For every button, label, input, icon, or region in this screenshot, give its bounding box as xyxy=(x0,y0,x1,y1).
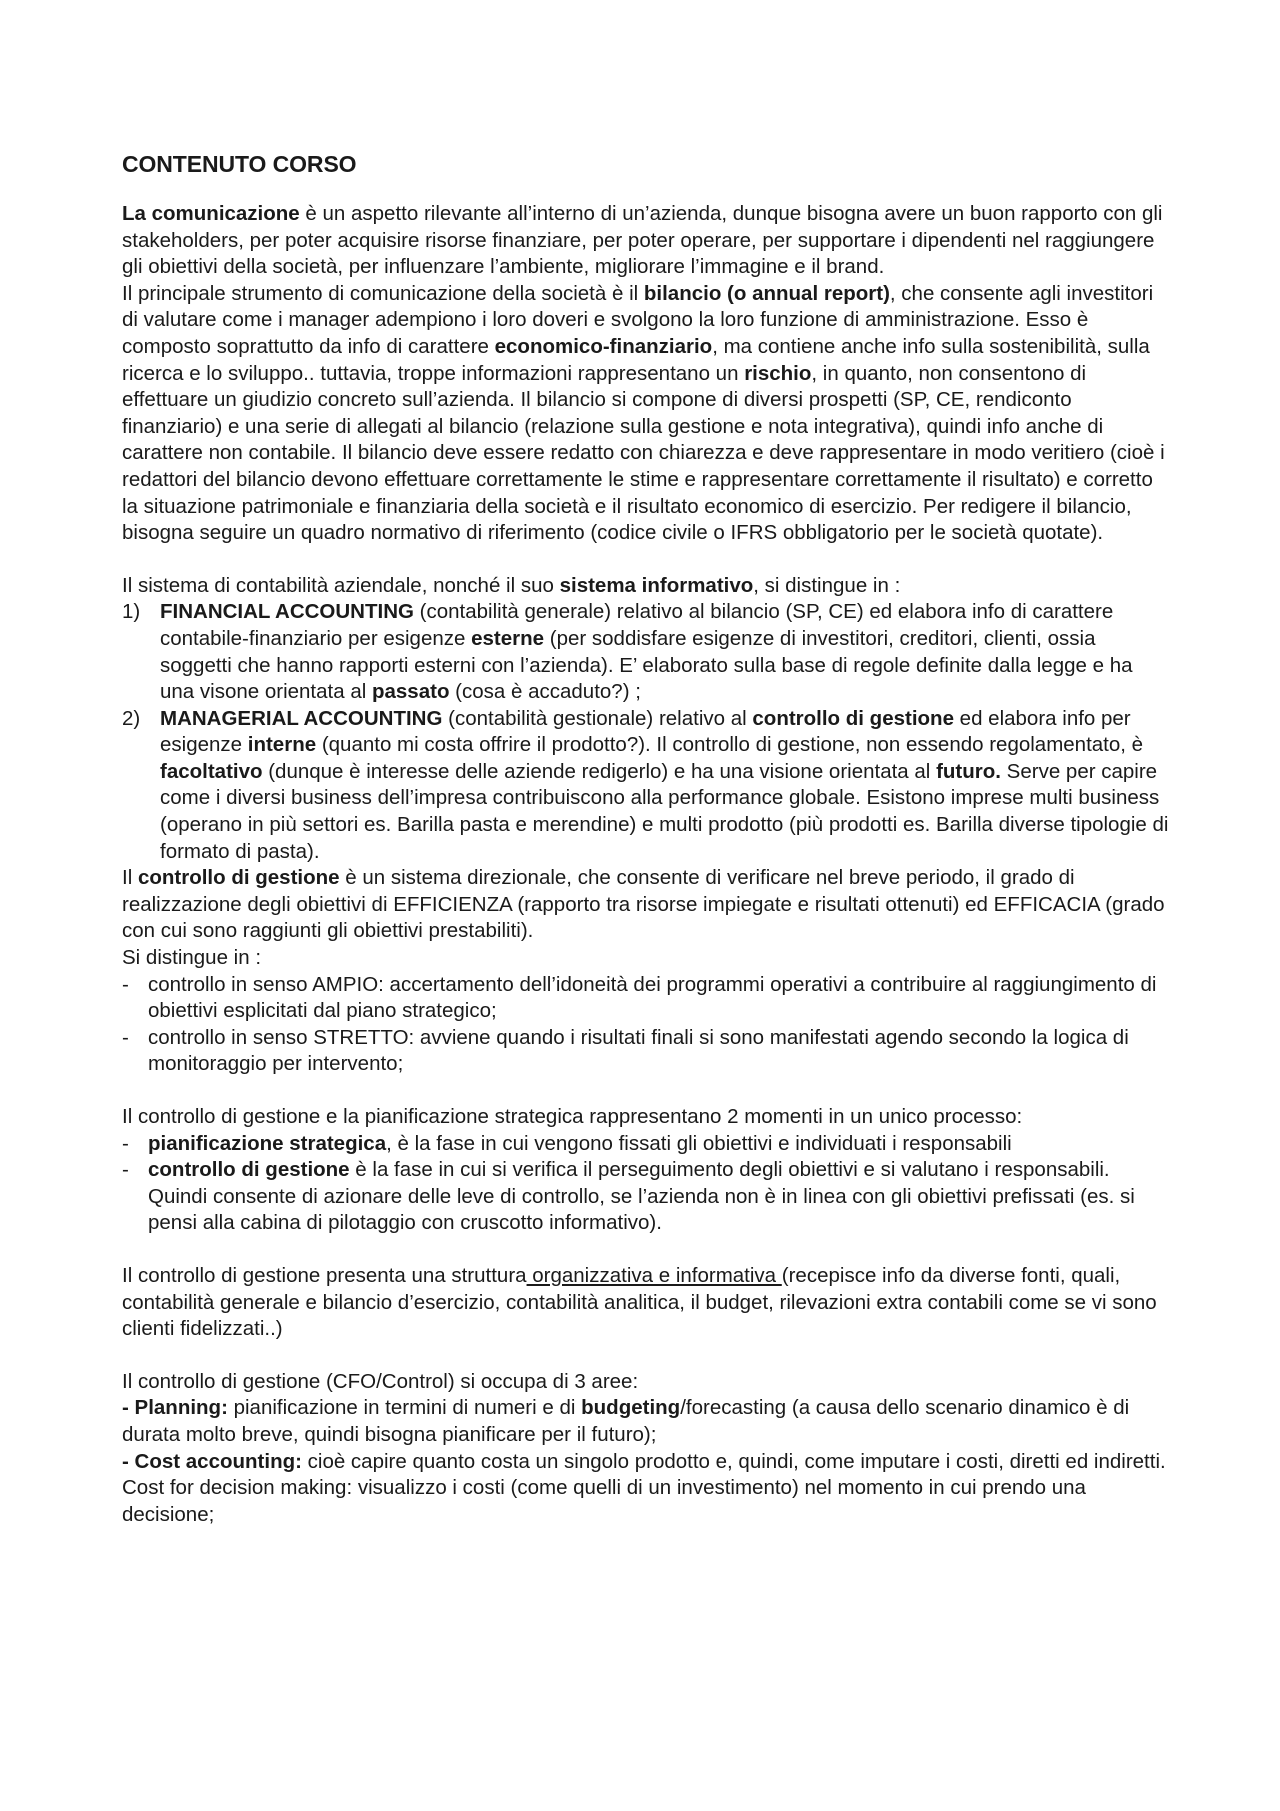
controllo-list xyxy=(122,972,1172,1078)
list-item-managerial: 2) MANAGERIAL ACCOUNTING (contabilità gestionale) relativo al controllo di gestione ed elabora info per esigenze interne (quanto mi costa offrire il prodotto?). Il controllo di gestione, non essendo regolamentato, è facoltativo (dunque è interesse delle aziende redigerlo) e ha una visione orientata al futuro. Serve per capire come i diversi business dell’impresa contribuiscono alla performance globale. Esistono imprese multi business (operano in più settori es. Barilla pasta e merendine) e multi prodotto (più prodotti es. Barilla diverse tipologie di formato di pasta). xyxy=(122,706,1169,863)
list-marker: 1) xyxy=(122,600,141,624)
bold-term: pianificazione strategica xyxy=(148,1131,387,1155)
document-body xyxy=(122,150,1172,1528)
list-item: - pianificazione strategica, è la fase in cui vengono fissati gli obiettivi e individuati i responsabili xyxy=(122,1131,1172,1158)
list-marker: - xyxy=(122,1025,129,1049)
bold-term: bilancio (o annual report) xyxy=(643,281,890,305)
bold-term: La comunicazione xyxy=(122,202,300,225)
list-item: - controllo in senso STRETTO: avviene quando i risultati finali si sono manifestati agendo secondo la logica di monitoraggio per intervento; xyxy=(122,1025,1129,1076)
list-marker: - xyxy=(122,972,129,996)
bold-term: economico-finanziario xyxy=(494,334,713,358)
list-item: - controllo di gestione è la fase in cui si verifica il perseguimento degli obiettivi e si valutano i responsabili. Quindi consente di azionare delle leve di controllo, se l’azienda non è in linea con gli obiettivi prefissati (es. si pensi alla cabina di pilotaggio con cruscotto informativo). xyxy=(122,1158,1135,1235)
bold-term: FINANCIAL ACCOUNTING xyxy=(160,600,414,624)
bold-term: - Cost accounting: xyxy=(122,1449,302,1473)
list-marker: - xyxy=(122,1131,129,1155)
spacer xyxy=(122,1237,1172,1263)
paragraph-sistema: Il sistema di contabilità aziendale, nonché il suo sistema informativo, si distingue in : xyxy=(122,573,901,597)
list-item: - controllo in senso AMPIO: accertamento dell’idoneità dei programmi operativi a contribuire al raggiungimento di obiettivi esplicitati dal piano strategico; xyxy=(122,972,1157,1023)
spacer xyxy=(122,1343,1172,1369)
spacer xyxy=(122,547,1172,573)
bold-term: controllo di gestione xyxy=(137,866,340,890)
list-marker: - xyxy=(122,1158,129,1182)
paragraph-distingue: Si distingue in : xyxy=(122,946,262,970)
paragraph-struttura: Il controllo di gestione presenta una struttura organizzativa e informativa (recepisce info da diverse fonti, quali, contabilità generale e bilancio d’esercizio, contabilità analitica, il budget, rilevazioni extra contabili come se vi sono clienti fidelizzati..) xyxy=(122,1263,1157,1341)
bold-term: MANAGERIAL ACCOUNTING xyxy=(160,706,443,730)
bold-term: interne xyxy=(247,733,317,757)
paragraph-planning: - Planning: pianificazione in termini di numeri e di budgeting/forecasting (a causa dello scenario dinamico è di durata molto breve, quindi bisogna pianificare per il futuro); xyxy=(122,1396,1130,1446)
paragraph-controllo: Il controllo di gestione è un sistema direzionale, che consente di verificare nel breve periodo, il grado di realizzazione degli obiettivi di EFFICIENZA (rapporto tra risorse impiegate e risultati ottenuti) ed EFFICACIA (grado con cui sono raggiunti gli obiettivi prestabiliti). xyxy=(122,866,1165,943)
paragraph-bilancio: Il principale strumento di comunicazione della società è il bilancio (o annual report), che consente agli investitori di valutare come i manager adempiono i loro doveri e svolgono la loro funzione di amministrazione. Esso è composto soprattutto da info di carattere economico-finanziario, ma contiene anche info sulla sostenibilità, sulla ricerca e lo sviluppo.. tuttavia, troppe informazioni rappresentano un rischio, in quanto, non consentono di effettuare un giudizio concreto sull’azienda. Il bilancio si compone di diversi prospetti (SP, CE, rendiconto finanziario) e una serie di allegati al bilancio (relazione sulla gestione e nota integrativa), quindi info anche di carattere non contabile. Il bilancio deve essere redatto con chiarezza e deve rappresentare in modo veritiero (cioè i redattori del bilancio devono effettuare correttamente le stime e rappresentare correttamente il risultato) e corretto la situazione patrimoniale e finanziaria della società e il risultato economico di esercizio. Per redigere il bilancio, bisogna seguire un quadro normativo di riferimento (codice civile o IFRS obbligatorio per le società quotate). xyxy=(122,281,1165,545)
page-title: CONTENUTO CORSO xyxy=(122,151,357,177)
bold-term: controllo di gestione xyxy=(752,706,954,730)
bold-term: passato xyxy=(371,680,450,704)
list-item-financial: 1) FINANCIAL ACCOUNTING (contabilità generale) relativo al bilancio (SP, CE) ed elabora info di carattere contabile-finanziario per esigenze esterne (per soddisfare esigenze di investitori, creditori, clienti, ossia soggetti che hanno rapporti esterni con l’azienda). E’ elaborato sulla base di regole definite dalla legge e ha una visone orientata al passato (cosa è accaduto?) ; xyxy=(122,600,1133,704)
bold-term: facoltativo xyxy=(160,759,263,783)
paragraph-comunicazione: La comunicazione è un aspetto rilevante all’interno di un’azienda, dunque bisogna avere un buon rapporto con gli stakeholders, per poter acquisire risorse finanziare, per poter operare, per supportare i dipendenti nel raggiungere gli obiettivi della società, per influenzare l’ambiente, migliorare l’immagine e il brand. xyxy=(122,202,1163,279)
underlined-term: organizzativa e informativa xyxy=(526,1263,782,1287)
bold-term: sistema informativo xyxy=(559,573,754,597)
bold-term: rischio xyxy=(744,361,812,385)
bold-term: budgeting xyxy=(581,1396,681,1420)
pianificazione-list xyxy=(122,1131,1172,1237)
paragraph-pianificazione: Il controllo di gestione e la pianificazione strategica rappresentano 2 momenti in un unico processo: xyxy=(122,1105,1023,1128)
bold-term: - Planning: xyxy=(122,1396,228,1420)
bold-term: futuro. xyxy=(936,759,1001,783)
bold-term: esterne xyxy=(471,626,545,650)
accounting-list xyxy=(122,599,1172,865)
list-marker: 2) xyxy=(122,706,141,730)
bold-term: controllo di gestione xyxy=(148,1158,350,1182)
paragraph-cost-accounting: - Cost accounting: cioè capire quanto costa un singolo prodotto e, quindi, come imputare i costi, diretti ed indiretti. Cost for decision making: visualizzo i costi (come quelli di un investimento) nel momento in cui prendo una decisione; xyxy=(122,1449,1166,1526)
paragraph-aree: Il controllo di gestione (CFO/Control) si occupa di 3 aree: xyxy=(122,1369,639,1393)
spacer xyxy=(122,1078,1172,1104)
